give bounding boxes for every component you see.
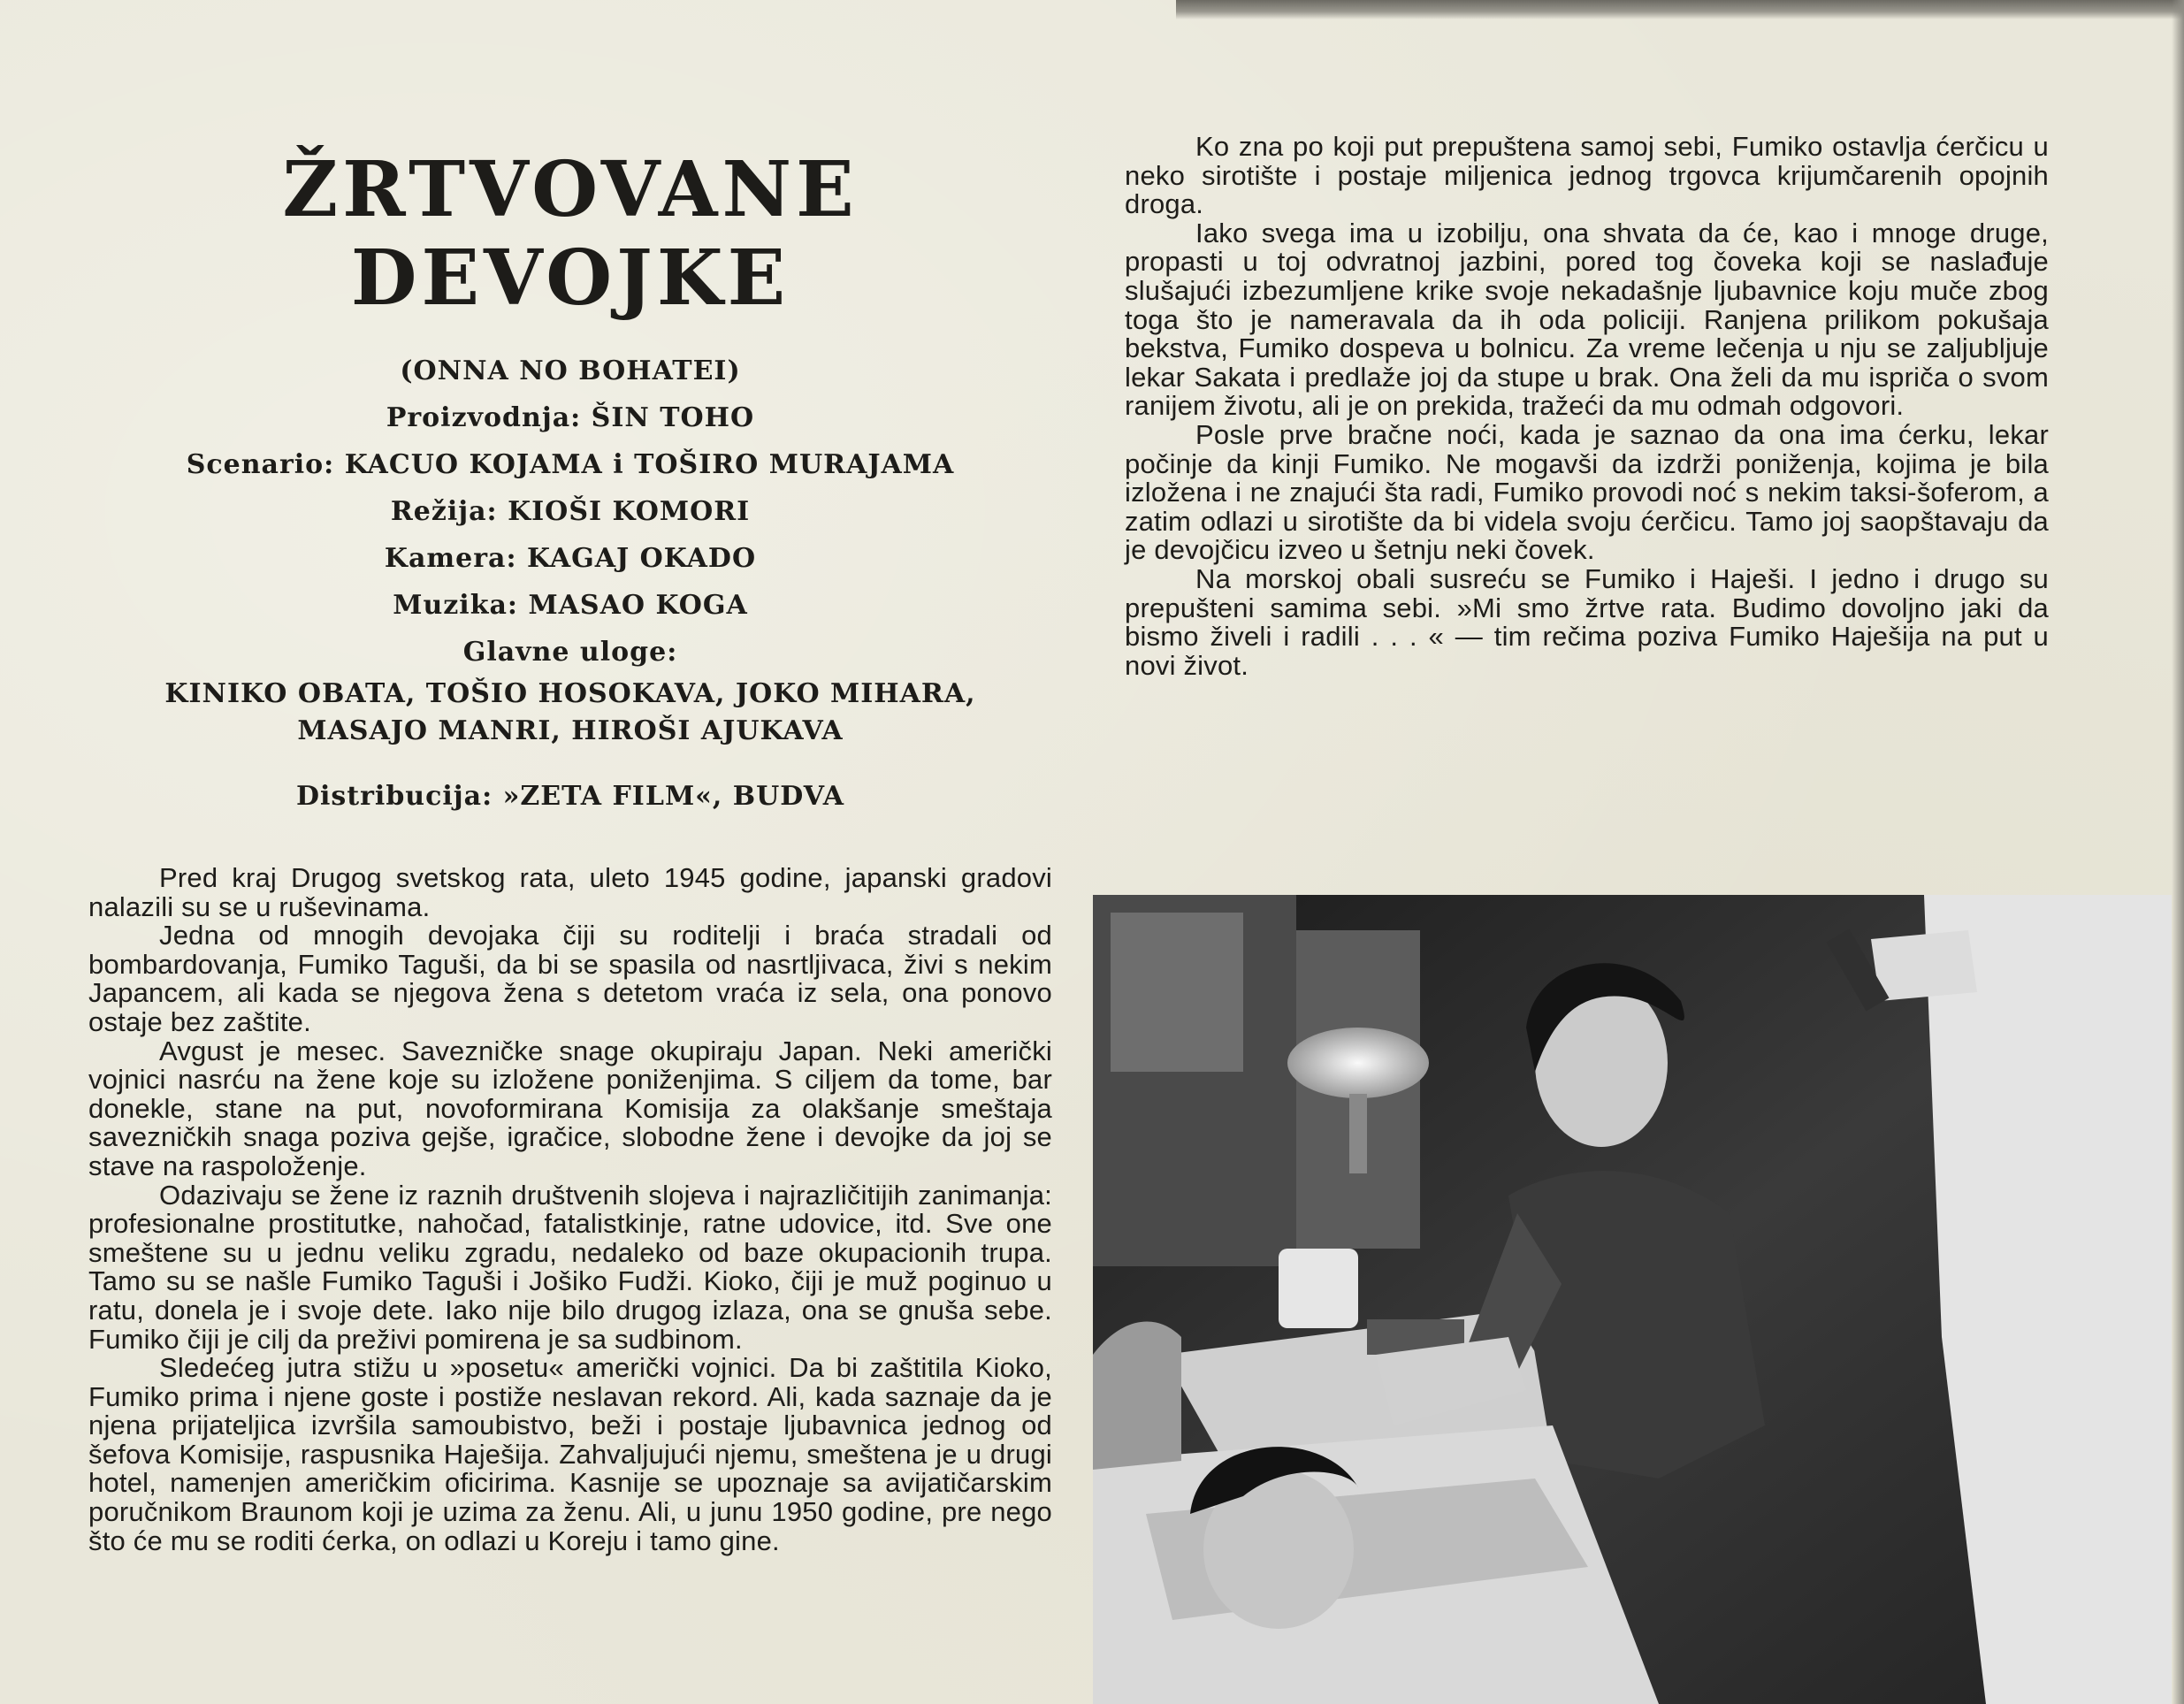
credit-camera: Kamera: KAGAJ OKADO <box>384 543 757 574</box>
credit-music: Muzika: MASAO KOGA <box>393 590 748 621</box>
paragraph: Avgust je mesec. Savezničke snage okupiraju Japan. Neki američki vojnici nasrću na žene koje su izložene poniženjima. S ciljem da tome, bar donekle, stane na put, novoformirana Komisija za olakšanje smeštaja savezničkih snaga poziva gejše, igračice, slobodne žene i devojke da joj se stave na raspoloženje. <box>88 1035 1052 1181</box>
paragraph: Sledećeg jutra stižu u »posetu« američki vojnici. Da bi zaštitila Kioko, Fumiko prima i njene goste i postiže neslavan rekord. Ali, kada saznaje da je njena prijateljica izvršila samoubistvo, beži i postaje ljubavnica jednog od šefova Komisije, raspusnika Haješija. Zahvaljujući njemu, smeštena je u drugi hotel, namenjen američkim oficirima. Kasnije se upoznaje sa avijatičarskim poručnikom Braunom koji je uzima za ženu. Ali, u junu 1950 godine, pre nego što će mu se roditi ćerka, on odlazi u Koreju i tamo gine. <box>88 1352 1052 1556</box>
right-column <box>1125 133 2049 680</box>
left-column <box>88 133 1052 1555</box>
credit-screenplay: Scenario: KACUO KOJAMA i TOŠIRO MURAJAMA <box>186 449 955 480</box>
credit-production: Proizvodnja: ŠIN TOHO <box>386 402 755 433</box>
film-still-photo <box>1093 895 2172 1704</box>
credit-director: Režija: KIOŠI KOMORI <box>390 496 751 527</box>
credit-cast-heading: Glavne uloge: <box>462 637 678 668</box>
paragraph: Posle prve bračne noći, kada je saznao da ona ima ćerku, lekar počinje da kinji Fumiko. Ne mogavši da izdrži poniženja, kojima je bila izložena i ne znajući šta radi, Fumiko provodi noć s nekim taksi-šoferom, a zatim odlazi u sirotište da bi videla svoju ćerčicu. Tamo joj saopštavaju da je devojčicu izveo u šetnju neki čovek. <box>1125 418 2049 566</box>
paragraph: Ko zna po koji put prepuštena samoj sebi, Fumiko ostavlja ćerčicu u neko sirotište i postaje miljenica jednog trgovca krijumčarenih opojnih droga. <box>1125 131 2049 220</box>
article-body-left <box>88 864 1052 1555</box>
original-title: (ONNA NO BOHATEI) <box>400 355 741 386</box>
cast-line-2: MASAJO MANRI, HIROŠI AJUKAVA <box>297 715 844 746</box>
page-top-edge <box>1176 0 2184 19</box>
paragraph: Pred kraj Drugog svetskog rata, uleto 1945 godine, japanski gradovi nalazili su se u ruševinama. <box>88 862 1052 922</box>
paragraph: Jedna od mnogih devojaka čiji su roditelji i braća stradali od bombardovanja, Fumiko Taguši, da bi se spasila od nasrtljivaca, živi s nekim Japancem, ali kada se njegova žena s detetom vraća iz sela, ona ponovo ostaje bez zaštite. <box>88 920 1052 1037</box>
credit-distribution: Distribucija: »ZETA FILM«, BUDVA <box>295 781 845 812</box>
film-still-image <box>1093 895 2172 1704</box>
paragraph: Odazivaju se žene iz raznih društvenih slojeva i najrazličitijih zanimanja: profesionalne prostitutke, nahočad, fatalistkinje, ratne udovice, itd. Sve one smeštene su u jednu veliku zgradu, nedaleko od baze okupacionih trupa. Tamo su se našle Fumiko Taguši i Jošiko Fudži. Kioko, čiji je muž poginuo u ratu, donela je i svoje dete. Iako nije bilo drugog izlaza, ona se gnuša sebe. Fumiko čiji je cilj da preživi pomirena je sa sudbinom. <box>88 1179 1052 1355</box>
cast-line-1: KINIKO OBATA, TOŠIO HOSOKAVA, JOKO MIHARA, <box>164 678 976 709</box>
page-right-edge <box>2172 0 2184 1704</box>
article-title: ŽRTVOVANE DEVOJKE <box>282 145 859 323</box>
paragraph: Na morskoj obali susreću se Fumiko i Haješi. I jedno i drugo su prepušteni samima sebi. »Mi smo žrtve rata. Budimo dovoljno jaki da bismo živeli i radili . . . « — tim rečima poziva Fumiko Haješija na put u novi život. <box>1125 562 2049 681</box>
paragraph: Iako svega ima u izobilju, ona shvata da će, kao i mnoge druge, propasti u toj odvratnoj jazbini, pored tog čoveka koji se naslađuje slušajući izbezumljene krike svoje nekadašnje ljubavnice koju muče zbog toga što je nameravala da ih oda policiji. Ranjena prilikom pokušaja bekstva, Fumiko dospeva u bolnicu. Za vreme lečenja u nju se zaljubljuje lekar Sakata i predlaže joj da stupe u brak. Ona želi da mu ispriča o svom ranijem životu, ali je on prekida, tražeći da mu odmah odgovori. <box>1125 217 2049 422</box>
article-body-right <box>1125 133 2049 680</box>
